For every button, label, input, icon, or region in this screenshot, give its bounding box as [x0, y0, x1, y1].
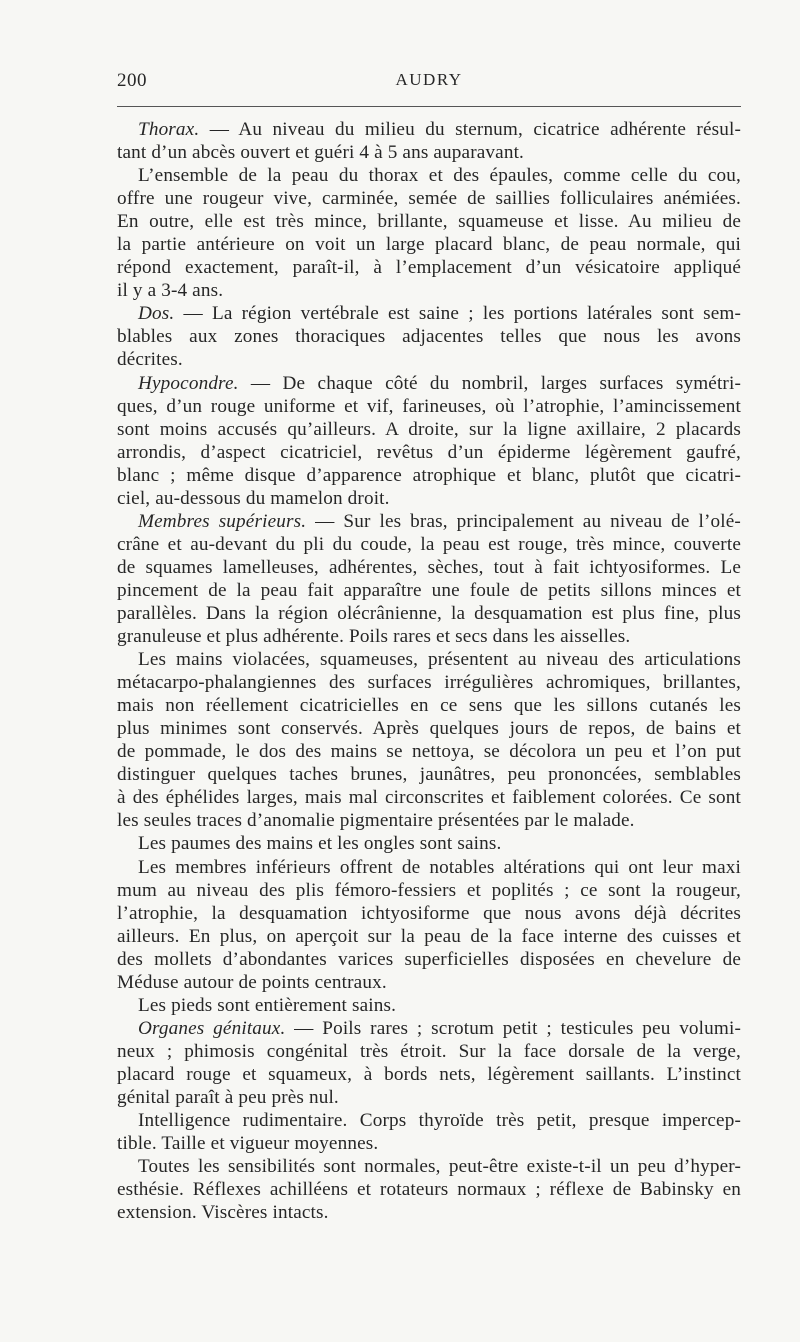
- text-line: [117, 441, 741, 464]
- paragraph: [117, 302, 741, 371]
- text-line: [117, 994, 741, 1017]
- page-header: [117, 70, 741, 96]
- body-text: [117, 118, 741, 1224]
- text-line: [117, 856, 741, 879]
- paragraph: [117, 1109, 741, 1155]
- text-line: [117, 418, 741, 441]
- line-text: neux ; phimosis congénital très étroit. Sur la face dorsale de la verge,: [117, 1040, 741, 1062]
- text-line: [117, 1178, 741, 1201]
- line-text: — Au niveau du milieu du sternum, cicatrice adhérente résul-: [199, 119, 741, 140]
- paragraph: [117, 372, 741, 510]
- line-text: mais non réellement cicatricielles en ce sens que les sillons cutanés les: [117, 695, 741, 717]
- text-line: [117, 1040, 741, 1063]
- line-text: les seules traces d’anomalie pigmentaire présentées par le malade.: [117, 810, 635, 832]
- line-text: ques, d’un rouge uniforme et vif, farineuses, où l’atrophie, l’amincissement: [117, 395, 741, 417]
- text-line: [117, 925, 741, 948]
- line-text: parallèles. Dans la région olécrânienne, la desquamation est plus fine, plus: [117, 602, 741, 624]
- paragraph-heading: Thorax.: [138, 119, 200, 140]
- line-text: décrites.: [117, 349, 183, 371]
- line-text: répond exactement, paraît-il, à l’emplacement d’un vésicatoire appliqué: [117, 257, 741, 279]
- text-line: [117, 348, 741, 371]
- line-text: de squames lamelleuses, adhérentes, sèches, tout à fait ichtyosiformes. Le: [117, 556, 741, 578]
- text-line: [117, 556, 741, 579]
- text-line: [117, 786, 741, 809]
- paragraph-heading: Dos.: [138, 303, 175, 325]
- line-text: génital paraît à peu près nul.: [117, 1086, 339, 1108]
- line-text: Les paumes des mains et les ongles sont sains.: [138, 833, 502, 855]
- text-line: [117, 510, 741, 533]
- line-text: L’ensemble de la peau du thorax et des épaules, comme celle du cou,: [138, 165, 741, 187]
- line-text: offre une rougeur vive, carminée, semée de saillies folliculaires anémiées.: [117, 188, 741, 210]
- text-line: [117, 1132, 741, 1155]
- text-line: [117, 717, 741, 740]
- text-line: [117, 1201, 741, 1224]
- line-text: de pommade, le dos des mains se nettoya, se décolora un peu et l’on put: [117, 741, 741, 763]
- paragraph: [117, 994, 741, 1017]
- text-line: [117, 187, 741, 210]
- text-line: [117, 740, 741, 763]
- paragraph: [117, 510, 741, 648]
- line-text: l’atrophie, la desquamation ichtyosiforme que nous avons déjà décrites: [117, 902, 741, 924]
- line-text: il y a 3-4 ans.: [117, 280, 224, 302]
- text-line: [117, 579, 741, 602]
- text-line: [117, 210, 741, 233]
- text-line: [117, 372, 741, 395]
- text-line: [117, 256, 741, 279]
- line-text: tible. Taille et vigueur moyennes.: [117, 1133, 379, 1155]
- line-text: des mollets d’abondantes varices superficielles disposées en chevelure de: [117, 948, 741, 970]
- text-line: [117, 671, 741, 694]
- text-line: [117, 1086, 741, 1109]
- line-text: En outre, elle est très mince, brillante, squameuse et lisse. Au milieu de: [117, 211, 741, 233]
- paragraph-heading: Membres supérieurs.: [138, 510, 307, 532]
- line-text: Les mains violacées, squameuses, présentent au niveau des articulations: [138, 649, 741, 671]
- line-text: placard rouge et squameux, à bords nets, légèrement saillants. L’instinct: [117, 1063, 741, 1085]
- line-text: arrondis, d’aspect cicatriciel, revêtus d’un épiderme légèrement gaufré,: [117, 441, 741, 463]
- line-text: distinguer quelques taches brunes, jaunâtres, peu prononcées, semblables: [117, 764, 741, 786]
- line-text: mum au niveau des plis fémoro-fessiers et poplités ; ce sont la rougeur,: [117, 879, 741, 901]
- paragraph: [117, 856, 741, 994]
- text-line: [117, 164, 741, 187]
- line-text: granuleuse et plus adhérente. Poils rares et secs dans les aisselles.: [117, 626, 631, 648]
- line-text: tant d’un abcès ouvert et guéri 4 à 5 ans auparavant.: [117, 142, 524, 164]
- header-rule: [117, 106, 741, 107]
- line-text: la partie antérieure on voit un large placard blanc, de peau normale, qui: [117, 234, 741, 256]
- text-line: [117, 464, 741, 487]
- paragraph: [117, 164, 741, 302]
- line-text: Les pieds sont entièrement sains.: [138, 994, 397, 1016]
- line-text: Méduse autour de points centraux.: [117, 971, 387, 993]
- text-line: [117, 948, 741, 971]
- text-line: [117, 233, 741, 256]
- line-text: blables aux zones thoraciques adjacentes telles que nous les avons: [117, 326, 741, 348]
- text-line: [117, 902, 741, 925]
- text-line: [117, 118, 741, 141]
- paragraph: [117, 118, 741, 164]
- text-line: [117, 302, 741, 325]
- paragraph: [117, 1155, 741, 1224]
- running-head: AUDRY: [395, 70, 463, 89]
- text-line: [117, 141, 741, 164]
- paragraph: [117, 832, 741, 855]
- text-line: [117, 1063, 741, 1086]
- line-text: esthésie. Réflexes achilléens et rotateurs normaux ; réflexe de Babinsky en: [117, 1179, 741, 1201]
- line-text: — La région vertébrale est saine ; les portions latérales sont sem-: [174, 303, 741, 325]
- line-text: plus minimes sont conservés. Après quelques jours de repos, de bains et: [117, 718, 741, 740]
- text-line: [117, 832, 741, 855]
- line-text: — Sur les bras, principalement au niveau de l’olé-: [306, 510, 741, 532]
- text-line: [117, 694, 741, 717]
- line-text: pincement de la peau fait apparaître une foule de petits sillons minces et: [117, 579, 741, 601]
- page-number: 200: [117, 70, 147, 91]
- paragraph-heading: Hypocondre.: [138, 372, 239, 394]
- text-line: [117, 279, 741, 302]
- text-line: [117, 1017, 741, 1040]
- line-text: Les membres inférieurs offrent de notables altérations qui ont leur maxi: [138, 856, 741, 878]
- text-line: [117, 809, 741, 832]
- text-line: [117, 325, 741, 348]
- text-line: [117, 763, 741, 786]
- text-line: [117, 1155, 741, 1178]
- line-text: ailleurs. En plus, on aperçoit sur la peau de la face interne des cuisses et: [117, 925, 741, 947]
- paragraph: [117, 1017, 741, 1109]
- line-text: extension. Viscères intacts.: [117, 1202, 329, 1224]
- line-text: sont moins accusés qu’ailleurs. A droite, sur la ligne axillaire, 2 placards: [117, 418, 741, 440]
- line-text: crâne et au-devant du pli du coude, la peau est rouge, très mince, couverte: [117, 533, 741, 555]
- text-line: [117, 1109, 741, 1132]
- line-text: blanc ; même disque d’apparence atrophique et blanc, plutôt que cicatri-: [117, 464, 741, 486]
- text-line: [117, 602, 741, 625]
- text-line: [117, 879, 741, 902]
- paragraph-heading: Organes génitaux.: [138, 1017, 286, 1039]
- paragraph: [117, 648, 741, 832]
- text-line: [117, 648, 741, 671]
- line-text: ciel, au-dessous du mamelon droit.: [117, 487, 390, 509]
- text-line: [117, 533, 741, 556]
- line-text: à des éphélides larges, mais mal circonscrites et faiblement colorées. Ce sont: [117, 787, 741, 809]
- text-line: [117, 625, 741, 648]
- text-line: [117, 395, 741, 418]
- line-text: — Poils rares ; scrotum petit ; testicules peu volumi-: [285, 1017, 741, 1039]
- line-text: métacarpo-phalangiennes des surfaces irrégulières achromiques, brillantes,: [117, 672, 741, 694]
- text-line: [117, 971, 741, 994]
- line-text: Intelligence rudimentaire. Corps thyroïde très petit, presque impercep-: [138, 1110, 741, 1132]
- line-text: Toutes les sensibilités sont normales, peut-être existe-t-il un peu d’hyper-: [138, 1156, 741, 1178]
- text-line: [117, 487, 741, 510]
- line-text: — De chaque côté du nombril, larges surfaces symétri-: [238, 372, 741, 394]
